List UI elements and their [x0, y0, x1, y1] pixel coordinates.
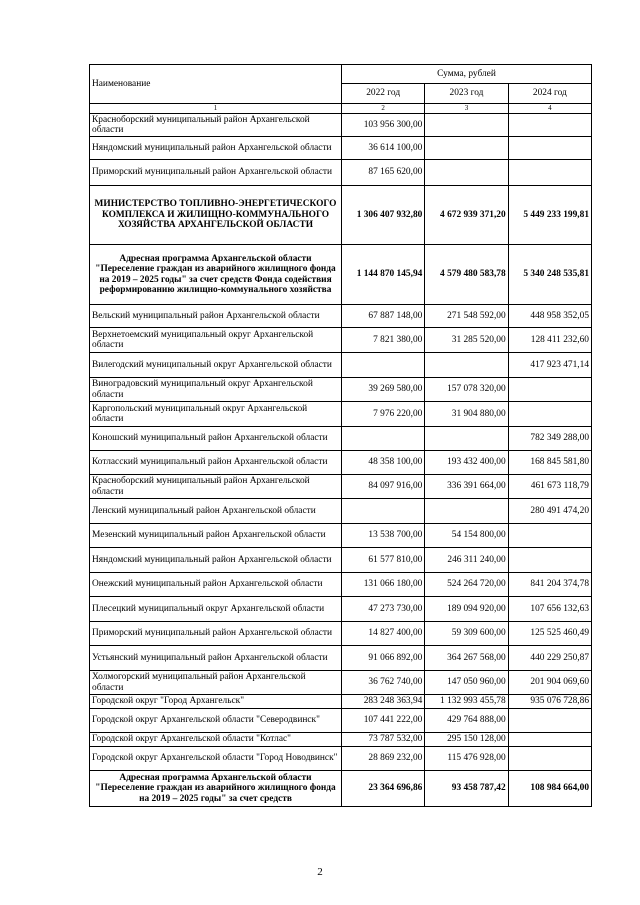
- row-name: МИНИСТЕРСТВО ТОПЛИВНО-ЭНЕРГЕТИЧЕСКОГО КОМПЛЕКСА И ЖИЛИЩНО-КОММУНАЛЬНОГО ХОЗЯЙСТВА АРХАНГЕЛЬСКОЙ ОБЛАСТИ: [90, 186, 342, 245]
- row-value-2022: 67 887 148,00: [342, 305, 425, 328]
- row-value-2022: 91 066 892,00: [342, 646, 425, 671]
- row-value-2022: 131 066 180,00: [342, 573, 425, 597]
- row-value-2024: [508, 402, 591, 427]
- table-row: [90, 499, 592, 524]
- row-name: Коношский муниципальный район Архангельской области: [90, 427, 342, 451]
- row-value-2024: 128 411 232,60: [508, 328, 591, 353]
- row-value-2023: 93 458 787,42: [425, 771, 508, 807]
- row-value-2022: 1 144 870 145,94: [342, 245, 425, 305]
- row-value-2022: 39 269 580,00: [342, 378, 425, 402]
- table-row: [90, 695, 592, 709]
- row-name: Мезенский муниципальный район Архангельской области: [90, 524, 342, 548]
- header-year-2023: 2023 год: [425, 84, 508, 104]
- row-name: Верхнетоемский муниципальный округ Архангельской области: [90, 328, 342, 353]
- row-value-2023: 157 078 320,00: [425, 378, 508, 402]
- row-value-2024: [508, 137, 591, 160]
- row-name: Ленский муниципальный район Архангельской области: [90, 499, 342, 524]
- row-value-2023: 4 579 480 583,78: [425, 245, 508, 305]
- row-name: Адресная программа Архангельской области "Переселение граждан из аварийного жилищного фонда на 2019 – 2025 годы" за счет средств Фонда содействия реформированию жилищно-коммунального хозяйства: [90, 245, 342, 305]
- row-value-2024: 108 984 664,00: [508, 771, 591, 807]
- row-name: Городской округ Архангельской области "Северодвинск": [90, 709, 342, 733]
- row-value-2022: 23 364 696,86: [342, 771, 425, 807]
- budget-table: [89, 64, 592, 807]
- row-name: Устьянский муниципальный район Архангельской области: [90, 646, 342, 671]
- col-index-2: 2: [342, 104, 425, 114]
- row-value-2022: 28 869 232,00: [342, 747, 425, 771]
- table-row: [90, 573, 592, 597]
- table-row: [90, 305, 592, 328]
- row-value-2023: [425, 114, 508, 137]
- row-name: Онежский муниципальный район Архангельской области: [90, 573, 342, 597]
- table-row: [90, 622, 592, 646]
- row-value-2023: [425, 427, 508, 451]
- row-value-2022: 107 441 222,00: [342, 709, 425, 733]
- row-value-2023: [425, 137, 508, 160]
- row-name: Красноборский муниципальный район Архангельской области: [90, 114, 342, 137]
- table-row: [90, 597, 592, 622]
- table-row: [90, 378, 592, 402]
- row-value-2023: 429 764 888,00: [425, 709, 508, 733]
- row-value-2023: 336 391 664,00: [425, 475, 508, 499]
- row-value-2024: 461 673 118,79: [508, 475, 591, 499]
- row-value-2024: 5 340 248 535,81: [508, 245, 591, 305]
- row-value-2024: 935 076 728,86: [508, 695, 591, 709]
- row-name: Адресная программа Архангельской области "Переселение граждан из аварийного жилищного фонда на 2019 – 2025 годы" за счет средств: [90, 771, 342, 807]
- table-row: [90, 451, 592, 475]
- row-name: Холмогорский муниципальный район Архангельской области: [90, 671, 342, 695]
- row-value-2024: [508, 160, 591, 186]
- row-value-2024: 417 923 471,14: [508, 353, 591, 378]
- row-value-2023: 193 432 400,00: [425, 451, 508, 475]
- row-name: Няндомский муниципальный район Архангельской области: [90, 137, 342, 160]
- row-value-2024: [508, 548, 591, 573]
- row-value-2023: 31 285 520,00: [425, 328, 508, 353]
- row-name: Городской округ Архангельской области "Город Новодвинск": [90, 747, 342, 771]
- row-value-2024: 5 449 233 199,81: [508, 186, 591, 245]
- header-year-2024: 2024 год: [508, 84, 591, 104]
- table-row: [90, 114, 592, 137]
- row-value-2022: 14 827 400,00: [342, 622, 425, 646]
- row-value-2022: 7 821 380,00: [342, 328, 425, 353]
- row-value-2023: 364 267 568,00: [425, 646, 508, 671]
- row-value-2024: [508, 524, 591, 548]
- row-value-2022: 36 762 740,00: [342, 671, 425, 695]
- row-name: Каргопольский муниципальный округ Архангельской области: [90, 402, 342, 427]
- header-sum: Сумма, рублей: [342, 65, 592, 84]
- row-value-2022: [342, 353, 425, 378]
- row-value-2022: 47 273 730,00: [342, 597, 425, 622]
- row-value-2023: 524 264 720,00: [425, 573, 508, 597]
- row-value-2022: 13 538 700,00: [342, 524, 425, 548]
- row-value-2022: 48 358 100,00: [342, 451, 425, 475]
- row-value-2024: 201 904 069,60: [508, 671, 591, 695]
- row-value-2024: 107 656 132,63: [508, 597, 591, 622]
- table-row: [90, 671, 592, 695]
- row-value-2023: 1 132 993 455,78: [425, 695, 508, 709]
- table-body: [90, 114, 592, 807]
- row-name: Виноградовский муниципальный округ Архангельской области: [90, 378, 342, 402]
- table-row: [90, 475, 592, 499]
- row-value-2024: [508, 709, 591, 733]
- row-name: Вельский муниципальный район Архангельской области: [90, 305, 342, 328]
- table-row: [90, 771, 592, 807]
- row-value-2023: 59 309 600,00: [425, 622, 508, 646]
- row-value-2022: 1 306 407 932,80: [342, 186, 425, 245]
- header-year-2022: 2022 год: [342, 84, 425, 104]
- row-value-2024: 440 229 250,87: [508, 646, 591, 671]
- row-value-2023: [425, 353, 508, 378]
- table-row: [90, 646, 592, 671]
- row-value-2022: 84 097 916,00: [342, 475, 425, 499]
- col-index-1: 1: [90, 104, 342, 114]
- row-value-2022: [342, 427, 425, 451]
- col-index-3: 3: [425, 104, 508, 114]
- row-name: Приморский муниципальный район Архангельской области: [90, 622, 342, 646]
- row-name: Красноборский муниципальный район Архангельской области: [90, 475, 342, 499]
- table-row: [90, 137, 592, 160]
- row-value-2022: 103 956 300,00: [342, 114, 425, 137]
- row-value-2024: [508, 114, 591, 137]
- table-row: [90, 747, 592, 771]
- row-value-2024: 841 204 374,78: [508, 573, 591, 597]
- row-name: Плесецкий муниципальный округ Архангельской области: [90, 597, 342, 622]
- page-number: 2: [317, 866, 323, 878]
- row-value-2022: 61 577 810,00: [342, 548, 425, 573]
- row-value-2023: 115 476 928,00: [425, 747, 508, 771]
- row-value-2024: 168 845 581,80: [508, 451, 591, 475]
- row-value-2023: 246 311 240,00: [425, 548, 508, 573]
- row-value-2023: 54 154 800,00: [425, 524, 508, 548]
- row-name: Няндомский муниципальный район Архангельской области: [90, 548, 342, 573]
- table-row: [90, 709, 592, 733]
- row-value-2024: 782 349 288,00: [508, 427, 591, 451]
- row-name: Приморский муниципальный район Архангельской области: [90, 160, 342, 186]
- row-value-2022: 73 787 532,00: [342, 733, 425, 747]
- header-name: Наименование: [90, 65, 342, 104]
- row-value-2023: [425, 499, 508, 524]
- table-row: [90, 733, 592, 747]
- row-value-2023: 147 050 960,00: [425, 671, 508, 695]
- row-value-2023: 295 150 128,00: [425, 733, 508, 747]
- table-row: [90, 245, 592, 305]
- row-name: Котласский муниципальный район Архангельской области: [90, 451, 342, 475]
- row-value-2024: [508, 747, 591, 771]
- table-row: [90, 328, 592, 353]
- row-value-2023: 271 548 592,00: [425, 305, 508, 328]
- table-row: [90, 548, 592, 573]
- table-row: [90, 160, 592, 186]
- row-name: Городской округ "Город Архангельск": [90, 695, 342, 709]
- row-value-2024: [508, 733, 591, 747]
- row-value-2022: [342, 499, 425, 524]
- row-value-2023: 189 094 920,00: [425, 597, 508, 622]
- table-row: [90, 186, 592, 245]
- row-value-2022: 87 165 620,00: [342, 160, 425, 186]
- row-value-2023: 31 904 880,00: [425, 402, 508, 427]
- row-value-2024: 125 525 460,49: [508, 622, 591, 646]
- row-name: Городской округ Архангельской области "Котлас": [90, 733, 342, 747]
- table-row: [90, 353, 592, 378]
- row-value-2024: [508, 378, 591, 402]
- row-name: Вилегодский муниципальный округ Архангельской области: [90, 353, 342, 378]
- row-value-2022: 36 614 100,00: [342, 137, 425, 160]
- row-value-2022: 7 976 220,00: [342, 402, 425, 427]
- row-value-2024: 448 958 352,05: [508, 305, 591, 328]
- row-value-2023: 4 672 939 371,20: [425, 186, 508, 245]
- table-row: [90, 402, 592, 427]
- table-row: [90, 524, 592, 548]
- row-value-2023: [425, 160, 508, 186]
- col-index-4: 4: [508, 104, 591, 114]
- row-value-2024: 280 491 474,20: [508, 499, 591, 524]
- row-value-2022: 283 248 363,94: [342, 695, 425, 709]
- table-row: [90, 427, 592, 451]
